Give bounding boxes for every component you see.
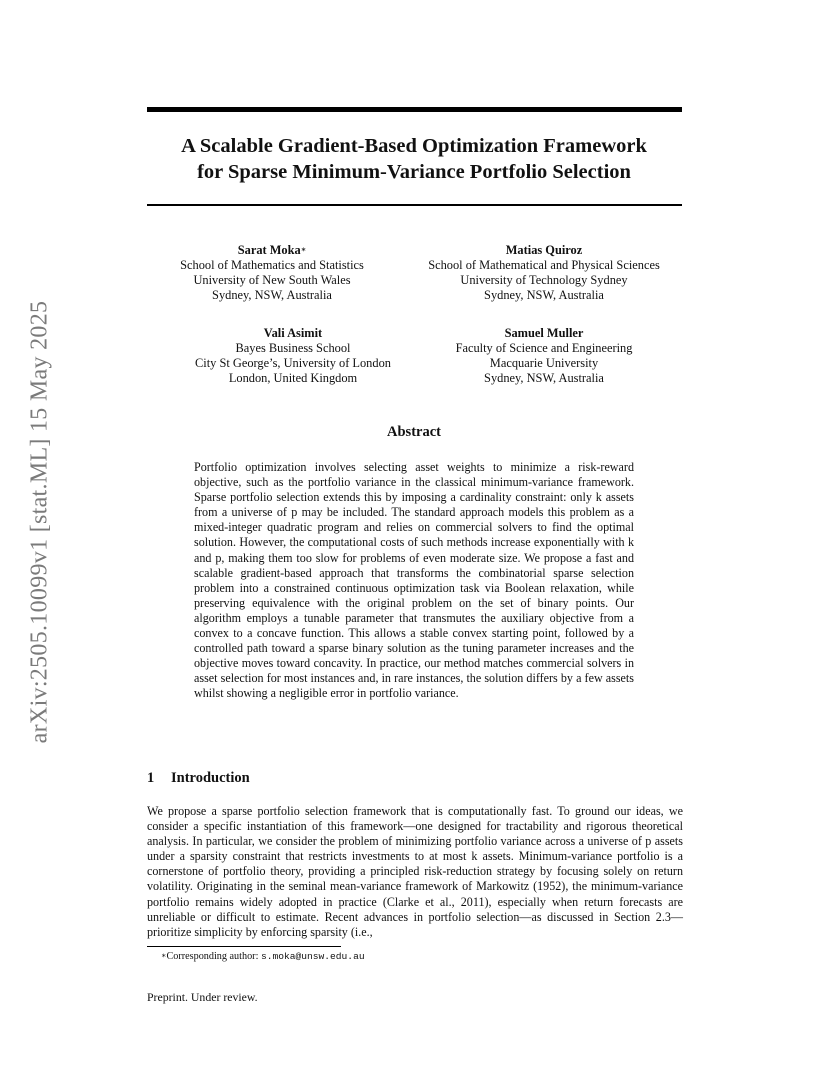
arxiv-id: arXiv:2505.10099v1 [stat.ML] 15 May 2025 — [26, 300, 53, 744]
title-top-rule — [147, 107, 682, 112]
author-institution: University of New South Wales — [193, 273, 351, 287]
title-bottom-rule — [147, 204, 682, 206]
author-institution: City St George’s, University of London — [195, 356, 391, 370]
author-name: Vali Asimit — [263, 326, 323, 340]
corresponding-mark: ∗ — [300, 245, 307, 254]
author-location: Sydney, NSW, Australia — [484, 288, 604, 302]
author-affiliation: School of Mathematics and Statistics — [180, 258, 364, 272]
corresponding-email[interactable]: s.moka@unsw.edu.au — [260, 951, 365, 962]
author-name: Sarat Moka∗ — [237, 243, 307, 257]
author-location: Sydney, NSW, Australia — [484, 371, 604, 385]
author-block-2 — [394, 243, 694, 303]
preprint-notice: Preprint. Under review. — [147, 990, 258, 1004]
author-affiliation: Faculty of Science and Engineering — [455, 341, 633, 355]
author-location: Sydney, NSW, Australia — [212, 288, 332, 302]
section-title: Introduction — [171, 770, 250, 786]
author-affiliation: Bayes Business School — [235, 341, 351, 355]
title-line-1: A Scalable Gradient-Based Optimization Framework — [181, 135, 647, 157]
author-name: Matias Quiroz — [505, 243, 583, 257]
section-number: 1 — [147, 770, 155, 786]
author-block-1 — [122, 243, 422, 303]
section-heading — [147, 770, 250, 787]
footnote-label: Corresponding author: — [166, 951, 261, 962]
introduction-text: We propose a sparse portfolio selection framework that is computationally fast. To ground our ideas, we consider a specific instantiation of this framework—one designed for tractability and rigorous theoretical analysis. In particular, we consider the problem of minimizing portfolio variance across a universe of p assets under a sparsity constraint that restricts investments to at most k assets. Minimum-variance portfolio is a cornerstone of portfolio theory, providing a principled risk-reduction strategy by focusing solely on return volatility. Originating in the seminal mean-variance framework of Markowitz (1952), the minimum-variance portfolio remains widely adopted in practice (Clarke et al., 2011), especially when return forecasts are unreliable or difficult to estimate. Recent advances in portfolio selection—as discussed in Section 2.3—prioritize simplicity by enforcing sparsity (i.e., — [147, 804, 683, 939]
paper-title — [100, 133, 728, 185]
footnote-mark: ∗ — [161, 951, 167, 960]
footnote-rule — [147, 946, 341, 947]
author-institution: Macquarie University — [489, 356, 599, 370]
author-institution: University of Technology Sydney — [460, 273, 628, 287]
author-name: Samuel Muller — [504, 326, 584, 340]
title-line-2: for Sparse Minimum-Variance Portfolio Selection — [197, 161, 631, 183]
author-affiliation: School of Mathematical and Physical Sciences — [428, 258, 660, 272]
footnote — [161, 950, 365, 963]
abstract-heading: Abstract — [387, 424, 441, 440]
abstract-text: Portfolio optimization involves selecting asset weights to minimize a risk-reward objective, such as the portfolio variance in the classical minimum-variance framework. Sparse portfolio selection extends this by imposing a cardinality constraint: only k assets from a universe of p may be included. The standard approach models this problem as a mixed-integer quadratic program and relies on commercial solvers to find the optimal solution. However, the computational costs of such methods increase exponentially with k and p, making them too slow for problems of even moderate size. We propose a fast and scalable gradient-based approach that transforms the combinatorial sparse selection problem into a constrained continuous optimization task via Boolean relaxation, while preserving equivalence with the original problem on the set of binary points. Our algorithm employs a tunable parameter that transmutes the auxiliary objective from a convex to a concave function. This allows a stable convex starting point, followed by a controlled path toward a sparse binary solution as the tuning parameter increases and the objective moves toward concavity. In practice, our method matches commercial solvers in asset selection for most instances and, in rare instances, the solution differs by a few assets whilst showing a negligible error in portfolio variance. — [194, 460, 634, 701]
author-block-4 — [394, 326, 694, 386]
author-location: London, United Kingdom — [228, 371, 358, 385]
